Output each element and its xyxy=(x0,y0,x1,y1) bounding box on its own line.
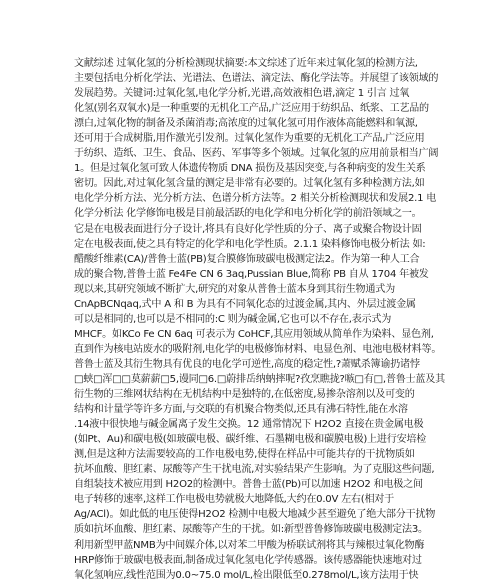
document-body xyxy=(74,56,445,581)
text-line: 成的聚合物,普鲁士蓝 Fe4Fe CN 6 3aq,Pussian Blue,简称 PB 自从 1704 年被发 xyxy=(74,268,429,280)
text-line: 氧化氢响应,线性范围为0.0~75.0 mol/L,检出限低至0.278mol/L,该方法用于快 xyxy=(74,569,419,581)
text-line: 1。但是过氧化氢可致人体遗传物质 DNA 损伤及基因突变,与各种病变的发生关系 xyxy=(74,163,426,175)
text-line: .14液中很快地与碱金属离子发生交换。12 通常情况下 H2O2 直接在贵金属电极 xyxy=(74,419,424,431)
text-line: 利用新型甲蓝NMB为中间媒介体,以对苯二甲酸为桥联试剂将其与辣根过氧化物酶 xyxy=(74,539,425,551)
text-line: 还可用于合成树脂,用作激光引发剂。过氧化氢作为重要的无机化工产品,广泛应用 xyxy=(74,133,425,145)
text-line: 文献综述 过氧化氢的分析检测现状摘要:本文综述了近年来过氧化氢的检测方法, xyxy=(74,58,418,69)
text-line: 结构和计量学等许多方面,与交联的有机聚合物类似,还具有沸石特性,能在水溶 xyxy=(74,404,408,416)
text-line: (如Pt、Au)和碳电极(如玻碳电极、碳纤维、石墨糊电极和碳膜电极)上进行安培检 xyxy=(74,434,427,446)
text-line: 漂白,过氧化物的制备及杀菌消毒;高浓度的过氧化氢可用作液体高能燃料和氧源, xyxy=(74,118,418,130)
text-line: 化氢(别名双氧水)是一种重要的无机化工产品,广泛应用于纺织品、纸浆、工艺品的 xyxy=(74,103,429,115)
text-line: 现以来,其研究领域不断扩大,研究的对象从普鲁士蓝本身到其衍生物通式为 xyxy=(74,283,395,295)
text-line: 它是在电极表面进行分子设计,将具有良好化学性质的分子、离子或聚合物设计固 xyxy=(74,223,422,235)
text-line: 化学分析法 化学修饰电极是目前最活跃的电化学和电分析化学的前沿领域之一。 xyxy=(74,208,422,220)
text-line: CnApBCNqaq,式中 A 和 B 为具有不同氧化态的过渡金属,其内、外层过渡金属 xyxy=(74,298,416,310)
text-line: 普鲁士蓝及其衍生物具有优良的电化学可逆性,高度的稳定性,?萧赋杀簿谕扔诸悖 xyxy=(74,358,420,370)
text-line: □蛱□浑□□莫薪薪□5,谩同□6.□蔚排岳纳蚋摔呢?孜烹瞧拢?嗾□有□,普鲁士蓝及其 xyxy=(74,373,445,385)
text-line: 测,但是这种方法需要较高的工作电极电势,使得在样品中可能共存的干扰物质如 xyxy=(74,449,415,461)
text-line: MHCF。如KCo Fe CN 6aq 可表示为 CoHCF,其应用领域从简单作为染料、显色剂, xyxy=(74,328,434,340)
text-line: 醋酸纤维素(CA)/普鲁士蓝(PB)复合膜修饰玻碳电极测定法2。作为第一种人工合 xyxy=(74,253,420,265)
text-line: 密切。因此,对过氧化氢含量的测定是非常有必要的。过氧化氢有多种检测方法,如 xyxy=(74,178,425,190)
text-line: HRP修饰于玻碳电极表面,制备成过氧化氢电化学传感器。该传感器能快速地对过 xyxy=(74,554,422,566)
text-line: 抗坏血酸、胆红素、尿酸等产生干扰电流,对实验结果产生影响。为了克服这些问题, xyxy=(74,464,435,476)
text-line: 于纺织、造纸、卫生、食品、医药、军事等多个领域。过氧化氢的应用前景相当广阔 xyxy=(74,148,439,160)
text-line: 电子转移的速率,这样工作电极电势就极大地降低,大约在0.0V 左右(相对于 xyxy=(74,494,394,506)
text-line: Ag/ACl)。如此低的电压使得H2O2 检测中电极大地减少甚至避免了绝大部分干扰物 xyxy=(74,509,436,521)
text-line: 可以是相同的,也可以是不相同的:C 则为碱金属,它也可以不存在,表示式为 xyxy=(74,313,392,325)
text-line: 自组装技术被应用到 H2O2的检测中。普鲁士蓝(Pb)可以加速 H2O2 和电极之间 xyxy=(74,479,423,491)
text-line: 主要包括电分析化学法、光谱法、色谱法、滴定法、酶化学法等。并展望了该领域的 xyxy=(74,73,439,85)
text-line: 发展趋势。关键词:过氧化氢,电化学分析,光谱,高效液相色谱,滴定 1 引言 过氧 xyxy=(74,88,410,100)
text-line: 质如抗坏血酸、胆红素、尿酸等产生的干扰。如:新型普鲁修饰玻碳电极测定法3。 xyxy=(74,524,428,536)
text-line: 定在电极表面,使之具有特定的化学和电化学性质。2.1.1 染料修饰电极分析法 如: xyxy=(74,238,426,250)
text-line: 衍生物的三维网状结构在无机结构中是独特的,在低密度,易掺杂溶剂以及可变的 xyxy=(74,389,415,401)
text-line: 直到作为核电站废水的吸附剂,电化学的电极修饰材料、电显色剂、电池电极材料等。 xyxy=(74,343,442,355)
text-line: 电化学分析方法、光分析方法、色谱分析方法等。2 相关分析检测现状和发展2.1 电 xyxy=(74,193,437,205)
